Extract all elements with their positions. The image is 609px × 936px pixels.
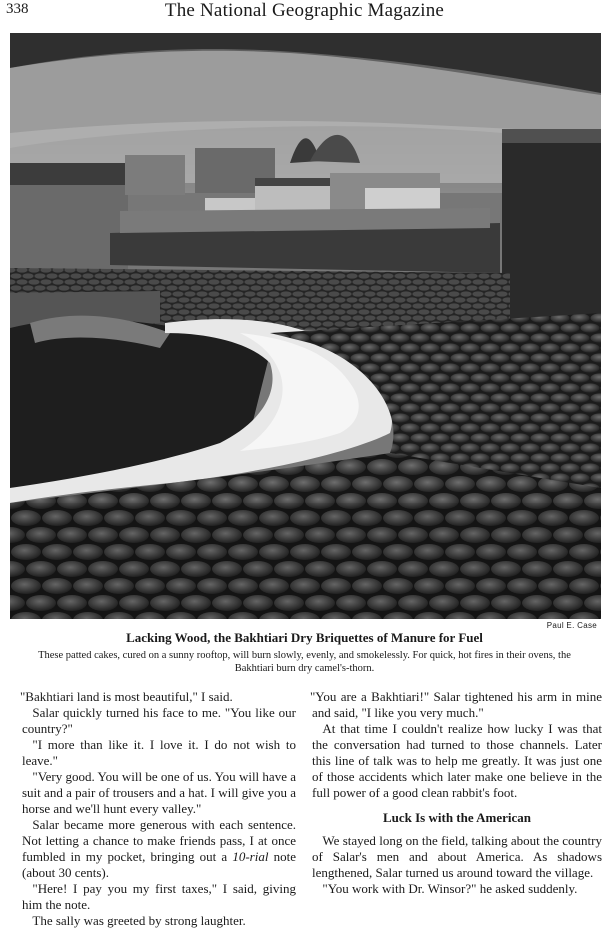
paragraph: "Very good. You will be one of us. You will have a suit and a pair of trousers and a hat. I will give you a horse and we'll hunt every valley." [22, 769, 296, 816]
caption-title: Lacking Wood, the Bakhtiari Dry Briquettes of Manure for Fuel [126, 630, 483, 645]
paragraph-emphasis: 10-rial [232, 849, 269, 864]
article-column-right [312, 689, 602, 897]
paragraph-text: note (about 30 cents). [22, 849, 296, 880]
caption-body: These patted cakes, cured on a sunny rooftop, will burn slowly, evenly, and smokelessly. For quick, hot fires in their ovens, the Bakhtiari burn dry camel's-thorn. [38, 650, 571, 674]
paragraph: The sally was greeted by strong laughter. [32, 913, 246, 928]
paragraph: "You are a Bakhtiari!" Salar tightened his arm in mine and said, "I like you very much." [310, 689, 602, 720]
paragraph: "Bakhtiari land is most beautiful," I said. [20, 689, 233, 704]
photo-credit: Paul E. Case [546, 621, 597, 630]
rooftop-briquettes-photo [10, 33, 601, 619]
paragraph-text: Salar became more generous with each sentence. Not letting a chance to make friends pass, I at once fumbled in my pocket, bringing out a [22, 817, 296, 864]
section-subheading: Luck Is with the American [382, 810, 532, 825]
paragraph: "I more than like it. I love it. I do not wish to leave." [22, 737, 296, 768]
paragraph: At that time I couldn't realize how lucky I was that the conversation had turned to those channels. Later this line of talk was to help me greatly. It was just one of those accidents which later make one believe in the full power of a good clean rabbit's foot. [312, 721, 602, 800]
paragraph [22, 817, 296, 881]
paragraph: We stayed long on the field, talking about the country of Salar's men and about America. As shadows lengthened, Salar turned us around toward the village. [312, 833, 602, 880]
paragraph: "You work with Dr. Winsor?" he asked suddenly. [322, 881, 578, 896]
magazine-title: The National Geographic Magazine [164, 0, 445, 21]
page-header [0, 0, 609, 28]
page-number: 338 [6, 1, 29, 17]
paragraph: Salar quickly turned his face to me. "You like our country?" [22, 705, 296, 736]
paragraph: "Here! I pay you my first taxes," I said, giving him the note. [22, 881, 296, 912]
article-column-left [22, 689, 296, 929]
